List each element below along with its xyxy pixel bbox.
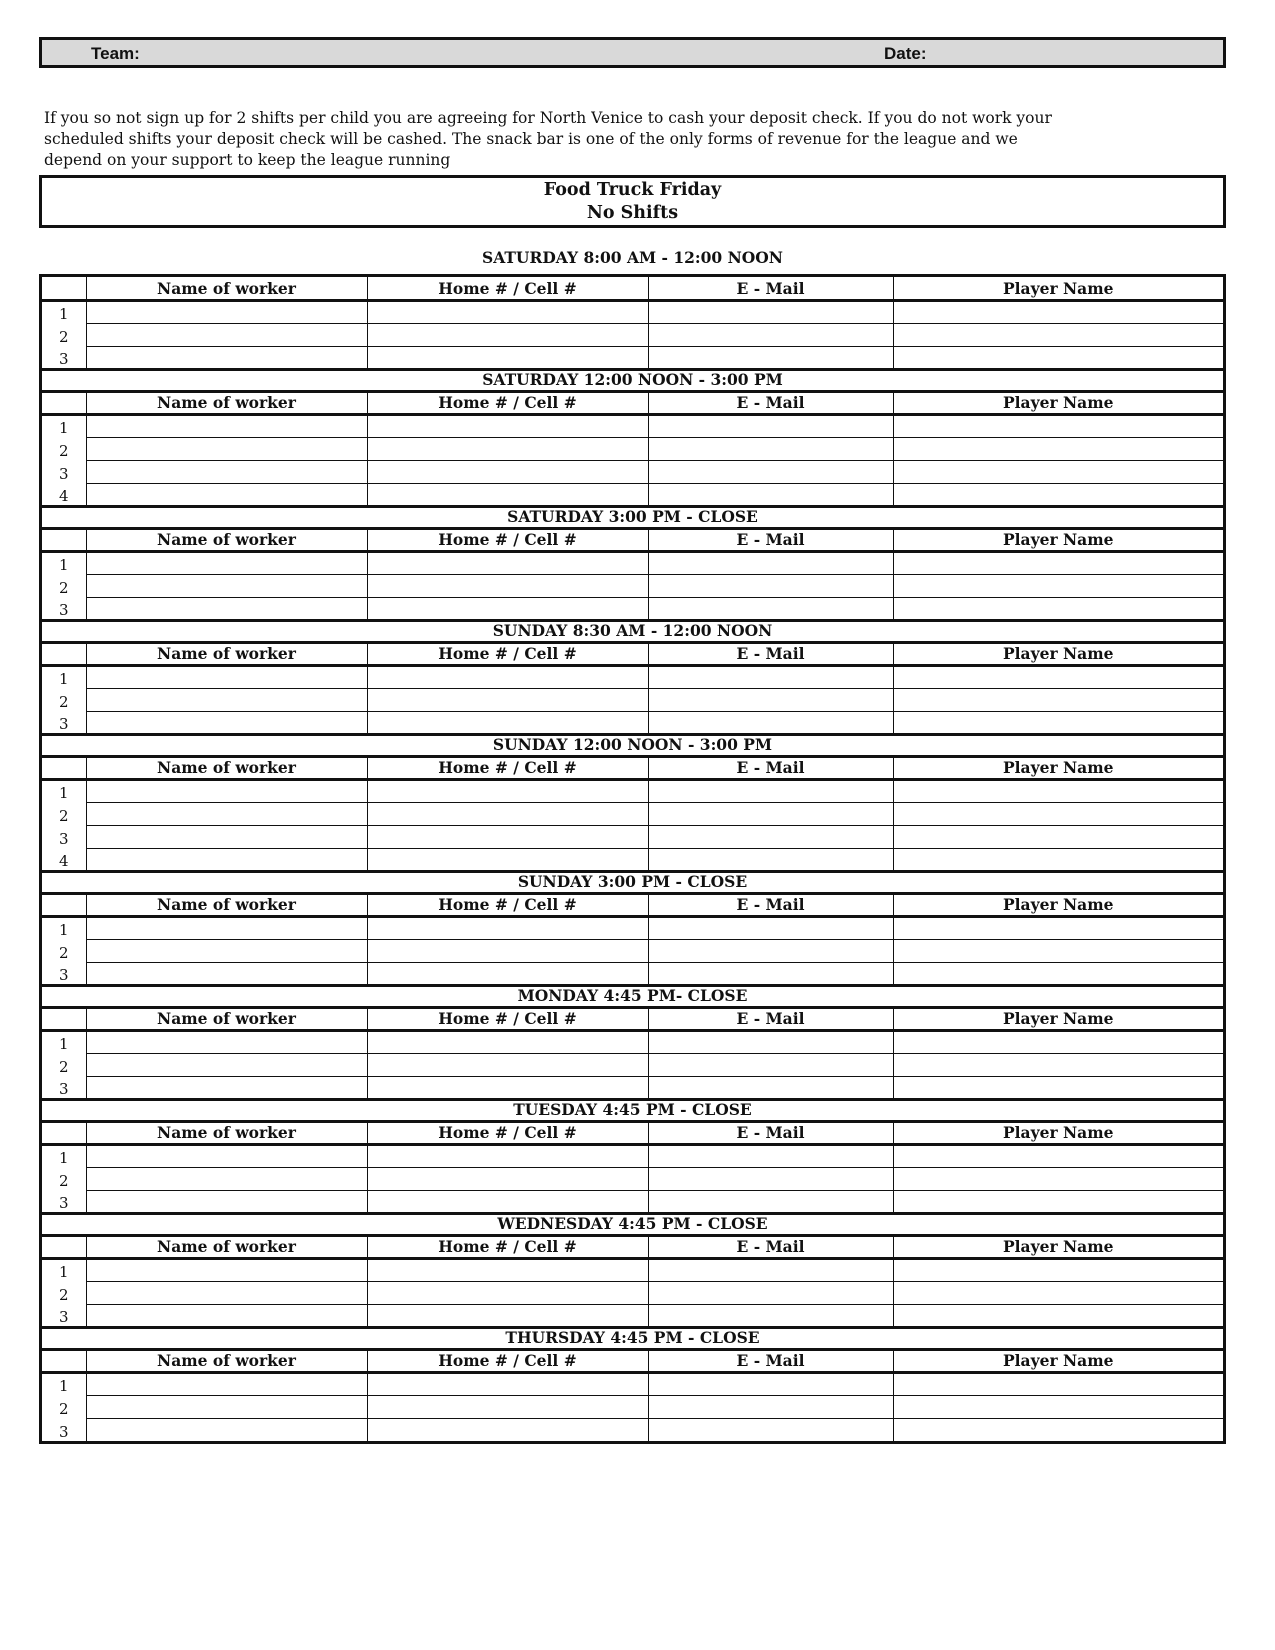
phone-field[interactable] — [367, 414, 648, 437]
player-name-field[interactable] — [893, 1030, 1223, 1053]
column-header-row — [42, 1121, 1223, 1144]
phone-field[interactable] — [367, 1167, 648, 1190]
name-of-worker-header: Name of worker — [86, 391, 367, 414]
worker-row — [42, 825, 1223, 848]
row-number-header — [42, 893, 86, 916]
worker-row — [42, 802, 1223, 825]
row-number-header — [42, 391, 86, 414]
worker-name-field[interactable] — [86, 1167, 367, 1190]
phone-field[interactable] — [367, 551, 648, 574]
email-header: E - Mail — [648, 277, 893, 300]
name-of-worker-header: Name of worker — [86, 528, 367, 551]
worker-name-field[interactable] — [86, 1395, 367, 1418]
email-header: E - Mail — [648, 1235, 893, 1258]
email-field[interactable] — [648, 688, 893, 711]
email-field[interactable] — [648, 848, 893, 871]
shift-title: SUNDAY 8:30 AM - 12:00 NOON — [42, 620, 1223, 642]
row-number: 2 — [42, 1053, 86, 1076]
worker-name-field[interactable] — [86, 1053, 367, 1076]
phone-header: Home # / Cell # — [367, 528, 648, 551]
player-name-field[interactable] — [893, 483, 1223, 506]
worker-row — [42, 711, 1223, 734]
worker-name-field[interactable] — [86, 346, 367, 369]
phone-field[interactable] — [367, 779, 648, 802]
shift-title-row — [42, 985, 1223, 1007]
worker-name-field[interactable] — [86, 1418, 367, 1441]
worker-row — [42, 1167, 1223, 1190]
row-number: 4 — [42, 483, 86, 506]
row-number: 2 — [42, 1167, 86, 1190]
email-field[interactable] — [648, 1053, 893, 1076]
row-number: 3 — [42, 962, 86, 985]
worker-name-field[interactable] — [86, 323, 367, 346]
phone-header: Home # / Cell # — [367, 1349, 648, 1372]
player-name-header: Player Name — [893, 1349, 1223, 1372]
player-name-header: Player Name — [893, 277, 1223, 300]
worker-name-field[interactable] — [86, 1190, 367, 1213]
email-field[interactable] — [648, 551, 893, 574]
phone-header: Home # / Cell # — [367, 1007, 648, 1030]
worker-row — [42, 848, 1223, 871]
row-number: 1 — [42, 300, 86, 323]
email-header: E - Mail — [648, 1007, 893, 1030]
worker-name-field[interactable] — [86, 1281, 367, 1304]
row-number-header — [42, 1235, 86, 1258]
player-name-field[interactable] — [893, 665, 1223, 688]
phone-field[interactable] — [367, 1076, 648, 1099]
phone-field[interactable] — [367, 483, 648, 506]
column-header-row — [42, 1349, 1223, 1372]
email-field[interactable] — [648, 597, 893, 620]
player-name-field[interactable] — [893, 779, 1223, 802]
worker-row — [42, 962, 1223, 985]
row-number: 3 — [42, 711, 86, 734]
team-label: Team: — [91, 44, 140, 63]
phone-header: Home # / Cell # — [367, 893, 648, 916]
column-header-row — [42, 1235, 1223, 1258]
row-number-header — [42, 642, 86, 665]
player-name-field[interactable] — [893, 688, 1223, 711]
no-shifts-label: No Shifts — [586, 203, 679, 223]
worker-row — [42, 300, 1223, 323]
worker-row — [42, 1190, 1223, 1213]
email-field[interactable] — [648, 414, 893, 437]
email-field[interactable] — [648, 1076, 893, 1099]
notice-line: If you so not sign up for 2 shifts per child you are agreeing for North Venice to cash your deposit check. If you do not work your — [44, 109, 1052, 127]
player-name-field[interactable] — [893, 551, 1223, 574]
phone-field[interactable] — [367, 460, 648, 483]
row-number: 1 — [42, 916, 86, 939]
phone-field[interactable] — [367, 688, 648, 711]
player-name-field[interactable] — [893, 1258, 1223, 1281]
email-field[interactable] — [648, 939, 893, 962]
worker-name-field[interactable] — [86, 1258, 367, 1281]
email-field[interactable] — [648, 483, 893, 506]
row-number: 1 — [42, 551, 86, 574]
phone-header: Home # / Cell # — [367, 1121, 648, 1144]
player-name-field[interactable] — [893, 1144, 1223, 1167]
row-number: 1 — [42, 665, 86, 688]
column-header-row — [42, 756, 1223, 779]
row-number: 3 — [42, 1304, 86, 1327]
email-field[interactable] — [648, 1418, 893, 1441]
row-number: 1 — [42, 1258, 86, 1281]
phone-field[interactable] — [367, 916, 648, 939]
worker-name-field[interactable] — [86, 779, 367, 802]
row-number: 2 — [42, 1395, 86, 1418]
player-name-field[interactable] — [893, 1281, 1223, 1304]
worker-row — [42, 916, 1223, 939]
shift-title: SUNDAY 12:00 NOON - 3:00 PM — [42, 734, 1223, 756]
row-number: 3 — [42, 1190, 86, 1213]
worker-row — [42, 1258, 1223, 1281]
row-number-header — [42, 1121, 86, 1144]
email-field[interactable] — [648, 1144, 893, 1167]
email-field[interactable] — [648, 323, 893, 346]
phone-field[interactable] — [367, 323, 648, 346]
shift-title: THURSDAY 4:45 PM - CLOSE — [42, 1327, 1223, 1349]
player-name-field[interactable] — [893, 597, 1223, 620]
row-number: 2 — [42, 688, 86, 711]
worker-row — [42, 483, 1223, 506]
notice-line: depend on your support to keep the league running — [44, 151, 451, 169]
row-number: 1 — [42, 1372, 86, 1395]
row-number: 4 — [42, 848, 86, 871]
worker-name-field[interactable] — [86, 1304, 367, 1327]
worker-name-field[interactable] — [86, 825, 367, 848]
email-field[interactable] — [648, 802, 893, 825]
worker-row — [42, 574, 1223, 597]
phone-header: Home # / Cell # — [367, 391, 648, 414]
worker-row — [42, 1144, 1223, 1167]
email-field[interactable] — [648, 346, 893, 369]
phone-field[interactable] — [367, 665, 648, 688]
row-number: 2 — [42, 574, 86, 597]
player-name-field[interactable] — [893, 300, 1223, 323]
worker-row — [42, 1418, 1223, 1441]
worker-name-field[interactable] — [86, 1144, 367, 1167]
row-number-header — [42, 1349, 86, 1372]
player-name-field[interactable] — [893, 1304, 1223, 1327]
player-name-header: Player Name — [893, 1121, 1223, 1144]
email-header: E - Mail — [648, 756, 893, 779]
email-field[interactable] — [648, 1190, 893, 1213]
row-number: 1 — [42, 1030, 86, 1053]
row-number-header — [42, 1007, 86, 1030]
player-name-header: Player Name — [893, 391, 1223, 414]
email-field[interactable] — [648, 1030, 893, 1053]
player-name-field[interactable] — [893, 574, 1223, 597]
player-name-field[interactable] — [893, 711, 1223, 734]
row-number: 3 — [42, 460, 86, 483]
phone-field[interactable] — [367, 437, 648, 460]
phone-field[interactable] — [367, 300, 648, 323]
shift-title-row — [42, 369, 1223, 391]
name-of-worker-header: Name of worker — [86, 277, 367, 300]
player-name-header: Player Name — [893, 893, 1223, 916]
player-name-field[interactable] — [893, 939, 1223, 962]
phone-field[interactable] — [367, 1053, 648, 1076]
phone-field[interactable] — [367, 346, 648, 369]
player-name-field[interactable] — [893, 1395, 1223, 1418]
phone-field[interactable] — [367, 1258, 648, 1281]
email-field[interactable] — [648, 711, 893, 734]
player-name-field[interactable] — [893, 437, 1223, 460]
row-number: 2 — [42, 939, 86, 962]
worker-name-field[interactable] — [86, 551, 367, 574]
worker-row — [42, 323, 1223, 346]
notice-line: scheduled shifts your deposit check will be cashed. The snack bar is one of the only forms of revenue for the league and we — [44, 130, 1018, 148]
phone-field[interactable] — [367, 1395, 648, 1418]
name-of-worker-header: Name of worker — [86, 642, 367, 665]
player-name-field[interactable] — [893, 1076, 1223, 1099]
worker-row — [42, 1053, 1223, 1076]
worker-name-field[interactable] — [86, 574, 367, 597]
worker-name-field[interactable] — [86, 916, 367, 939]
phone-header: Home # / Cell # — [367, 756, 648, 779]
worker-row — [42, 414, 1223, 437]
email-field[interactable] — [648, 1281, 893, 1304]
player-name-header: Player Name — [893, 756, 1223, 779]
shift-title-row — [42, 506, 1223, 528]
shift-title: WEDNESDAY 4:45 PM - CLOSE — [42, 1213, 1223, 1235]
player-name-field[interactable] — [893, 323, 1223, 346]
name-of-worker-header: Name of worker — [86, 756, 367, 779]
email-field[interactable] — [648, 1167, 893, 1190]
shift-title-row — [42, 871, 1223, 893]
food-truck-friday-box — [39, 175, 1226, 228]
player-name-field[interactable] — [893, 962, 1223, 985]
phone-field[interactable] — [367, 1418, 648, 1441]
worker-row — [42, 1281, 1223, 1304]
shift-title-row — [42, 1213, 1223, 1235]
row-number-header — [42, 277, 86, 300]
row-number: 1 — [42, 779, 86, 802]
shift-title: SATURDAY 12:00 NOON - 3:00 PM — [42, 369, 1223, 391]
worker-row — [42, 688, 1223, 711]
player-name-field[interactable] — [893, 802, 1223, 825]
email-field[interactable] — [648, 300, 893, 323]
worker-name-field[interactable] — [86, 300, 367, 323]
email-field[interactable] — [648, 825, 893, 848]
food-truck-friday-title: Food Truck Friday — [543, 180, 722, 200]
worker-name-field[interactable] — [86, 414, 367, 437]
player-name-field[interactable] — [893, 916, 1223, 939]
column-header-row — [42, 1007, 1223, 1030]
phone-field[interactable] — [367, 1144, 648, 1167]
player-name-field[interactable] — [893, 1372, 1223, 1395]
email-header: E - Mail — [648, 1349, 893, 1372]
shift-title: SATURDAY 3:00 PM - CLOSE — [42, 506, 1223, 528]
row-number-header — [42, 756, 86, 779]
player-name-field[interactable] — [893, 1418, 1223, 1441]
worker-row — [42, 460, 1223, 483]
email-field[interactable] — [648, 437, 893, 460]
email-header: E - Mail — [648, 642, 893, 665]
worker-row — [42, 1030, 1223, 1053]
worker-name-field[interactable] — [86, 437, 367, 460]
phone-field[interactable] — [367, 711, 648, 734]
worker-row — [42, 1395, 1223, 1418]
shift-title-row — [42, 1099, 1223, 1121]
worker-name-field[interactable] — [86, 962, 367, 985]
phone-field[interactable] — [367, 574, 648, 597]
team-date-bar — [39, 37, 1226, 68]
worker-name-field[interactable] — [86, 460, 367, 483]
email-field[interactable] — [648, 574, 893, 597]
row-number: 3 — [42, 825, 86, 848]
phone-field[interactable] — [367, 848, 648, 871]
worker-name-field[interactable] — [86, 711, 367, 734]
worker-name-field[interactable] — [86, 1076, 367, 1099]
email-field[interactable] — [648, 916, 893, 939]
worker-name-field[interactable] — [86, 1372, 367, 1395]
column-header-row — [42, 277, 1223, 300]
player-name-header: Player Name — [893, 1007, 1223, 1030]
player-name-header: Player Name — [893, 642, 1223, 665]
player-name-header: Player Name — [893, 1235, 1223, 1258]
phone-field[interactable] — [367, 939, 648, 962]
shift-title-row — [42, 1327, 1223, 1349]
shift-signup-grid — [39, 274, 1226, 1444]
phone-header: Home # / Cell # — [367, 642, 648, 665]
worker-name-field[interactable] — [86, 665, 367, 688]
shift-title: MONDAY 4:45 PM- CLOSE — [42, 985, 1223, 1007]
row-number: 2 — [42, 1281, 86, 1304]
player-name-field[interactable] — [893, 1190, 1223, 1213]
email-header: E - Mail — [648, 528, 893, 551]
row-number: 3 — [42, 346, 86, 369]
email-header: E - Mail — [648, 1121, 893, 1144]
worker-name-field[interactable] — [86, 1030, 367, 1053]
player-name-field[interactable] — [893, 1053, 1223, 1076]
worker-name-field[interactable] — [86, 483, 367, 506]
worker-row — [42, 939, 1223, 962]
phone-field[interactable] — [367, 597, 648, 620]
worker-row — [42, 665, 1223, 688]
name-of-worker-header: Name of worker — [86, 1007, 367, 1030]
phone-field[interactable] — [367, 1372, 648, 1395]
email-field[interactable] — [648, 779, 893, 802]
player-name-field[interactable] — [893, 460, 1223, 483]
worker-name-field[interactable] — [86, 688, 367, 711]
phone-field[interactable] — [367, 1281, 648, 1304]
column-header-row — [42, 642, 1223, 665]
worker-row — [42, 346, 1223, 369]
worker-row — [42, 437, 1223, 460]
player-name-field[interactable] — [893, 825, 1223, 848]
row-number: 3 — [42, 1418, 86, 1441]
phone-field[interactable] — [367, 1304, 648, 1327]
shift-title: SUNDAY 3:00 PM - CLOSE — [42, 871, 1223, 893]
name-of-worker-header: Name of worker — [86, 893, 367, 916]
phone-field[interactable] — [367, 1030, 648, 1053]
row-number: 3 — [42, 1076, 86, 1099]
worker-row — [42, 597, 1223, 620]
phone-field[interactable] — [367, 1190, 648, 1213]
player-name-field[interactable] — [893, 414, 1223, 437]
email-header: E - Mail — [648, 893, 893, 916]
player-name-field[interactable] — [893, 346, 1223, 369]
email-field[interactable] — [648, 1304, 893, 1327]
phone-field[interactable] — [367, 962, 648, 985]
date-label: Date: — [884, 44, 927, 63]
shift-title-row — [42, 734, 1223, 756]
player-name-field[interactable] — [893, 1167, 1223, 1190]
deposit-notice — [44, 108, 1052, 171]
column-header-row — [42, 391, 1223, 414]
email-header: E - Mail — [648, 391, 893, 414]
email-field[interactable] — [648, 1372, 893, 1395]
worker-name-field[interactable] — [86, 802, 367, 825]
shift-title-row — [42, 620, 1223, 642]
name-of-worker-header: Name of worker — [86, 1349, 367, 1372]
phone-header: Home # / Cell # — [367, 1235, 648, 1258]
worker-row — [42, 1304, 1223, 1327]
player-name-field[interactable] — [893, 848, 1223, 871]
row-number: 1 — [42, 414, 86, 437]
phone-field[interactable] — [367, 802, 648, 825]
worker-name-field[interactable] — [86, 939, 367, 962]
email-field[interactable] — [648, 962, 893, 985]
worker-row — [42, 1372, 1223, 1395]
worker-row — [42, 551, 1223, 574]
email-field[interactable] — [648, 1258, 893, 1281]
name-of-worker-header: Name of worker — [86, 1121, 367, 1144]
email-field[interactable] — [648, 1395, 893, 1418]
row-number: 3 — [42, 597, 86, 620]
row-number-header — [42, 528, 86, 551]
row-number: 2 — [42, 323, 86, 346]
shift-title: SATURDAY 8:00 AM - 12:00 NOON — [482, 248, 783, 267]
shift-title: TUESDAY 4:45 PM - CLOSE — [42, 1099, 1223, 1121]
row-number: 2 — [42, 437, 86, 460]
worker-row — [42, 1076, 1223, 1099]
name-of-worker-header: Name of worker — [86, 1235, 367, 1258]
column-header-row — [42, 528, 1223, 551]
phone-header: Home # / Cell # — [367, 277, 648, 300]
player-name-header: Player Name — [893, 528, 1223, 551]
worker-row — [42, 779, 1223, 802]
phone-field[interactable] — [367, 825, 648, 848]
row-number: 1 — [42, 1144, 86, 1167]
worker-name-field[interactable] — [86, 597, 367, 620]
email-field[interactable] — [648, 665, 893, 688]
column-header-row — [42, 893, 1223, 916]
email-field[interactable] — [648, 460, 893, 483]
row-number: 2 — [42, 802, 86, 825]
worker-name-field[interactable] — [86, 848, 367, 871]
